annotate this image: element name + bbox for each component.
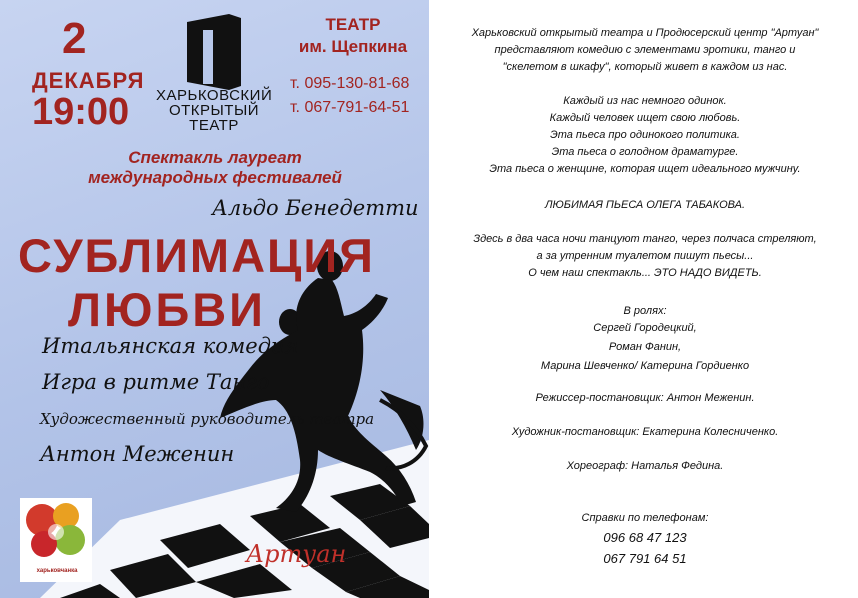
genre-line1: Итальянская комедия [42,334,299,358]
tagline-line: Каждый человек ищет свою любовь. [549,112,741,124]
laureate-caption [70,148,360,188]
poster-phone: т. 067-791-64-51 [290,99,410,116]
tagline-line: Эта пьеса о женщине, которая ищет идеального мужчину. [489,163,801,175]
play-title-line1: СУБЛИМАЦИЯ [18,229,375,282]
laureate-line: международных фестивалей [88,168,342,187]
intro-line: "скелетом в шкафу", который живет в каждом из нас. [502,61,788,73]
tagline-line: Эта пьеса про одинокого политика. [550,129,740,141]
theatre-logo-text [156,88,272,133]
logo-line: ХАРЬКОВСКИЙ [156,87,273,104]
genre-line2: Игра в ритме Танго [42,370,270,394]
cast-heading: В ролях: [623,305,667,317]
stage-director-credit: Режиссер-постановщик: Антон Меженин. [535,392,755,404]
intro-line: представляют комедию с элементами эротики, танго и [494,44,796,56]
artistic-director-name: Антон Меженин [40,442,235,466]
favorite-play-line: ЛЮБИМАЯ ПЬЕСА ОЛЕГА ТАБАКОВА. [545,199,745,211]
poster-phones [290,72,409,120]
laureate-line: Спектакль лауреат [128,148,302,167]
phones-heading: Справки по телефонам: [581,512,709,524]
date-day: 2 [62,14,87,63]
date-time: 19:00 [32,91,130,133]
teaser-line: а за утренним туалетом пишут пьесы... [536,250,754,262]
info-phone: 067 791 64 51 [603,551,687,566]
intro-line: Харьковский открытый театра и Продюсерский центр "Артуан" [471,27,819,39]
teaser-line: О чем наш спектакль... ЭТО НАДО ВИДЕТЬ. [528,267,762,279]
cast-member: Роман Фанин, [608,341,682,353]
venue-line: им. Щепкина [298,37,408,56]
venue-line: ТЕАТР [325,15,381,34]
logo-line: ТЕАТР [189,117,239,134]
info-phone: 096 68 47 123 [603,530,687,545]
play-title-line2: ЛЮБВИ [68,283,266,336]
teaser-line: Здесь в два часа ночи танцуют танго, через полчаса стреляют, [473,233,817,245]
venue-name [283,14,423,58]
festival-logo-text: харьковчанка [36,568,78,574]
play-author: Альдо Бенедетти [212,196,419,220]
designer-credit: Художник-постановщик: Екатерина Колесниченко. [511,426,779,438]
poster-phone: т. 095-130-81-68 [290,75,410,92]
cast-member: Марина Шевченко/ Катерина Гордиенко [540,360,750,372]
theatre-door-icon [183,14,245,90]
cast-member: Сергей Городецкий, [593,322,697,334]
tagline-line: Эта пьеса о голодном драматурге. [551,146,739,158]
choreographer-credit: Хореограф: Наталья Федина. [566,460,724,472]
festival-emblem-icon [20,498,92,568]
date-month: ДЕКАБРЯ [32,68,145,93]
info-panel [432,0,858,598]
producer-logo: Артуан [246,540,347,568]
tagline-line: Каждый из нас немного одинок. [563,95,727,107]
artistic-director-role: Художественный руководитель театра [40,410,375,428]
logo-line: ОТКРЫТЫЙ [168,102,260,119]
